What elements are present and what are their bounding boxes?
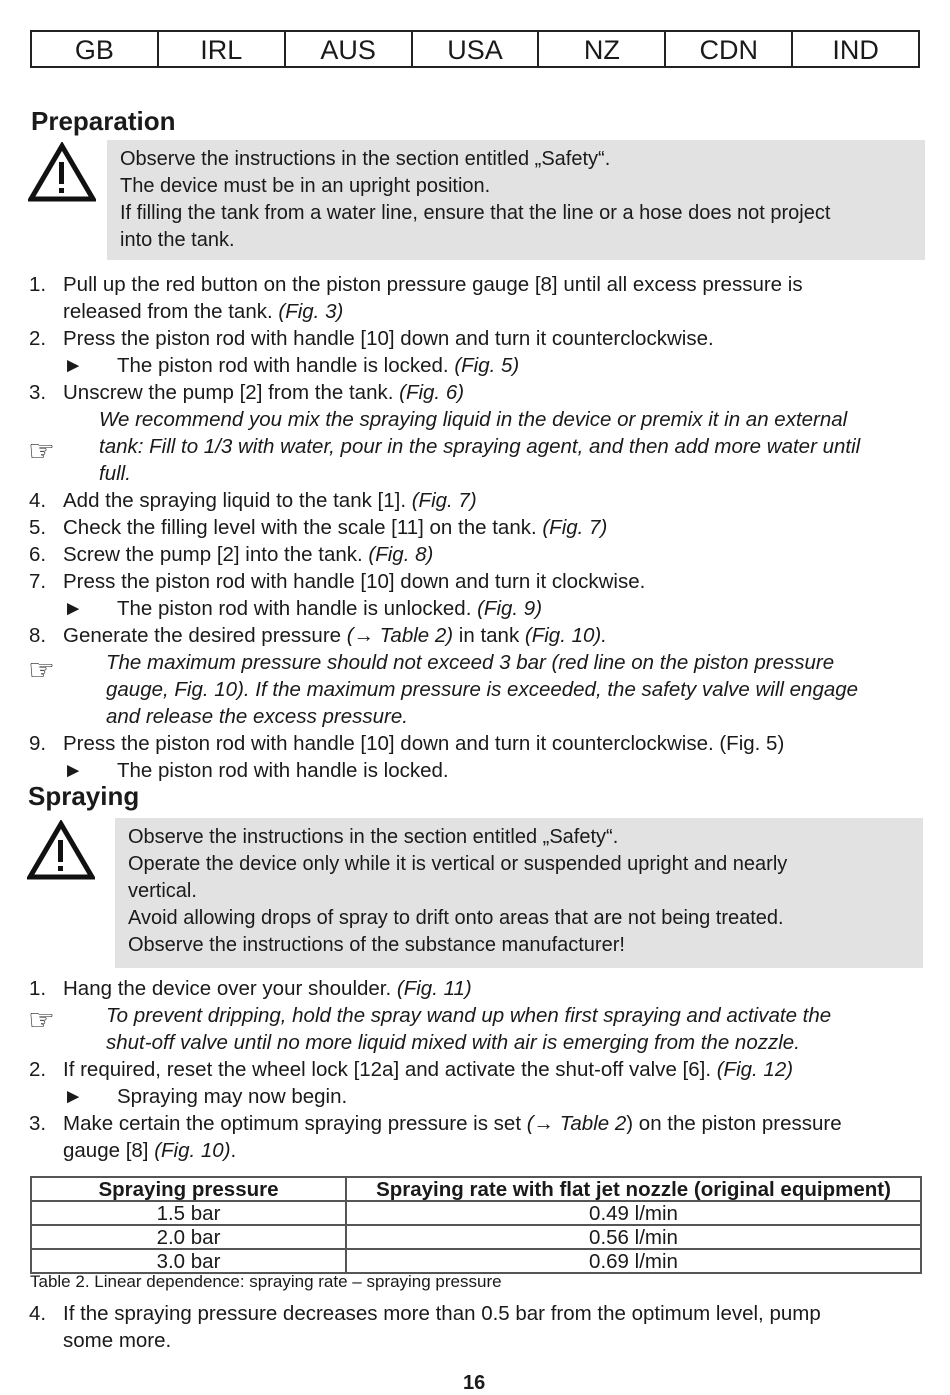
step-number: 6.: [29, 543, 47, 566]
result-arrow-icon: ►: [63, 597, 84, 620]
table-cell: 2.0 bar: [31, 1225, 346, 1249]
prep-step-1-cont: released from the tank. (Fig. 3): [63, 300, 344, 323]
table-header-cell: Spraying rate with flat jet nozzle (original equipment): [346, 1177, 921, 1201]
prep-step-2: 2. Press the piston rod with handle [10] down and turn it counterclockwise.: [29, 327, 714, 350]
prep-step-4: 4. Add the spraying liquid to the tank [1]. (Fig. 7): [29, 489, 477, 512]
warning-line: Observe the instructions in the section entitled „Safety“.: [120, 148, 611, 170]
prep-step-9: 9. Press the piston rod with handle [10] down and turn it counterclockwise. (Fig. 5): [29, 732, 785, 755]
pointing-hand-icon: ☞: [28, 1004, 55, 1037]
prep-step-8: 8. Generate the desired pressure (→ Table 2) in tank (Fig. 10).: [29, 624, 607, 647]
step-number: 1.: [29, 273, 47, 296]
step-number: 4.: [29, 489, 47, 512]
page-number: 16: [463, 1372, 486, 1394]
prep-step-1: 1. Pull up the red button on the piston pressure gauge [8] until all excess pressure is: [29, 273, 803, 296]
table-cell: 1.5 bar: [31, 1201, 346, 1225]
prep-tip-line: We recommend you mix the spraying liquid in the device or premix it in an external: [99, 408, 848, 431]
spray-step-4-cont: some more.: [63, 1329, 172, 1352]
result-arrow-icon: ►: [63, 759, 84, 782]
spray-step-4: 4. If the spraying pressure decreases more than 0.5 bar from the optimum level, pump: [29, 1302, 821, 1325]
spraying-rate-table: [30, 1176, 922, 1274]
warning-line: Observe the instructions in the section entitled „Safety“.: [128, 826, 619, 848]
prep-tip-line: and release the excess pressure.: [106, 705, 408, 728]
step-number: 3.: [29, 381, 47, 404]
warning-triangle-icon: [27, 820, 95, 880]
step-number: 7.: [29, 570, 47, 593]
table-header-row: [31, 1177, 921, 1201]
warning-line: Operate the device only while it is vertical or suspended upright and nearly: [128, 853, 788, 875]
pointing-hand-icon: ☞: [28, 654, 55, 687]
country-cdn: CDN: [666, 32, 793, 66]
country-irl: IRL: [159, 32, 286, 66]
prep-step-5: 5. Check the filling level with the scale [11] on the tank. (Fig. 7): [29, 516, 608, 539]
prep-tip-line: The maximum pressure should not exceed 3 bar (red line on the piston pressure: [106, 651, 835, 674]
spray-step-1: 1. Hang the device over your shoulder. (Fig. 11): [29, 977, 472, 1000]
table-cell: 0.56 l/min: [346, 1225, 921, 1249]
prep-tip-line: gauge, Fig. 10). If the maximum pressure is exceeded, the safety valve will engage: [106, 678, 859, 701]
table-cell: 0.69 l/min: [346, 1249, 921, 1273]
table-header-cell: Spraying pressure: [31, 1177, 346, 1201]
country-nz: NZ: [539, 32, 666, 66]
prep-step-6: 6. Screw the pump [2] into the tank. (Fig. 8): [29, 543, 434, 566]
spray-tip-line: To prevent dripping, hold the spray wand up when first spraying and activate the: [106, 1004, 832, 1027]
table-row: [31, 1249, 921, 1273]
preparation-warning-box: [107, 140, 925, 260]
table-row: [31, 1225, 921, 1249]
step-number: 2.: [29, 327, 47, 350]
prep-step-9-result: ► The piston rod with handle is locked.: [63, 759, 449, 782]
warning-line: If filling the tank from a water line, ensure that the line or a hose does not project: [120, 202, 831, 224]
warning-triangle-icon: [28, 142, 96, 202]
country-bar: [30, 30, 920, 68]
country-usa: USA: [413, 32, 540, 66]
warning-line: Observe the instructions of the substance manufacturer!: [128, 934, 625, 956]
country-aus: AUS: [286, 32, 413, 66]
spraying-warning-box: [115, 818, 923, 968]
spray-step-3: 3. Make certain the optimum spraying pressure is set (→ Table 2) on the piston pressure: [29, 1112, 842, 1135]
prep-step-7: 7. Press the piston rod with handle [10] down and turn it clockwise.: [29, 570, 646, 593]
pointing-hand-icon: ☞: [28, 435, 55, 468]
spray-step-2: 2. If required, reset the wheel lock [12a] and activate the shut-off valve [6]. (Fig. 12): [29, 1058, 794, 1081]
step-number: 3.: [29, 1112, 47, 1135]
spraying-heading: Spraying: [28, 781, 140, 811]
table-caption: Table 2. Linear dependence: spraying rate – spraying pressure: [30, 1272, 502, 1291]
warning-line: Avoid allowing drops of spray to drift onto areas that are not being treated.: [128, 907, 784, 929]
preparation-heading: Preparation: [31, 106, 176, 136]
step-number: 4.: [29, 1302, 47, 1325]
prep-tip-line: tank: Fill to 1/3 with water, pour in the spraying agent, and then add more water until: [99, 435, 861, 458]
table-row: [31, 1201, 921, 1225]
warning-line: into the tank.: [120, 229, 235, 251]
prep-step-7-result: ► The piston rod with handle is unlocked. (Fig. 9): [63, 597, 543, 620]
table-cell: 3.0 bar: [31, 1249, 346, 1273]
spray-tip-line: shut-off valve until no more liquid mixed with air is emerging from the nozzle.: [106, 1031, 800, 1054]
prep-step-3: 3. Unscrew the pump [2] from the tank. (Fig. 6): [29, 381, 465, 404]
prep-tip-line: full.: [99, 462, 131, 485]
spray-step-2-result: ► Spraying may now begin.: [63, 1085, 348, 1108]
spray-step-3-cont: gauge [8] (Fig. 10).: [63, 1139, 237, 1162]
step-number: 5.: [29, 516, 47, 539]
table-cell: 0.49 l/min: [346, 1201, 921, 1225]
step-number: 8.: [29, 624, 47, 647]
result-arrow-icon: ►: [63, 354, 84, 377]
country-gb: GB: [32, 32, 159, 66]
step-number: 2.: [29, 1058, 47, 1081]
prep-step-2-result: ► The piston rod with handle is locked. (Fig. 5): [63, 354, 520, 377]
warning-line: The device must be in an upright position.: [120, 175, 491, 197]
country-ind: IND: [832, 35, 879, 65]
warning-line: vertical.: [128, 880, 197, 902]
step-number: 9.: [29, 732, 47, 755]
result-arrow-icon: ►: [63, 1085, 84, 1108]
step-number: 1.: [29, 977, 47, 1000]
